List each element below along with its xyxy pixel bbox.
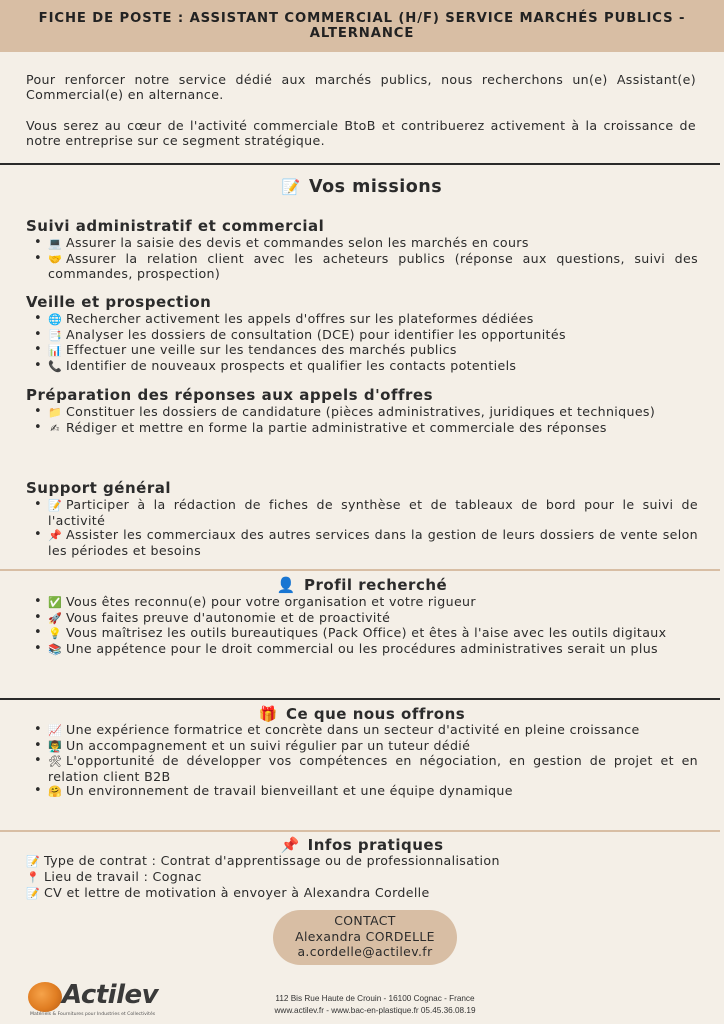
missions-group-title: Préparation des réponses aux appels d'offres — [26, 386, 434, 404]
list-item: • 📝 Participer à la rédaction de fiches de synthèse et de tableaux de bord pour le suivi de l'activité — [34, 498, 698, 528]
list-item: • 🌐 Rechercher activement les appels d'offres sur les plateformes dédiées — [34, 312, 698, 328]
footer-address — [240, 993, 510, 1016]
list-item: • 💡 Vous maîtrisez les outils bureautiques (Pack Office) et êtes à l'aise avec les outils digitaux — [34, 626, 698, 642]
location-pin-icon: 📍 — [26, 871, 41, 885]
intro-paragraph-2: Vous serez au cœur de l'activité commerciale BtoB et contribuerez activement à la croissance de notre entreprise sur ce segment stratégique. — [26, 117, 696, 149]
missions-title: 📝 Vos missions — [281, 177, 443, 197]
profil-title: 👤 Profil recherché — [276, 576, 448, 594]
list-item: • 👨‍🏫 Un accompagnement et un suivi régulier par un tuteur dédié — [34, 739, 698, 755]
chart-up-icon: 📈 — [48, 724, 63, 737]
rocket-icon: 🚀 — [48, 611, 63, 625]
company-logo — [28, 980, 178, 1020]
info-item: 📝 CV et lettre de motivation à envoyer à Alexandra Cordelle — [26, 885, 430, 901]
check-icon: ✅ — [48, 596, 63, 609]
footer-line1: 112 Bis Rue Haute de Crouin - 16100 Cognac - France — [275, 994, 475, 1003]
document-icon: 📑 — [48, 328, 63, 342]
memo-icon: 📝 — [48, 499, 63, 512]
user-icon: 👤 — [276, 576, 296, 594]
memo-icon: 📝 — [26, 855, 41, 868]
lightbulb-icon: 💡 — [48, 627, 63, 641]
list-item: • 📈 Une expérience formatrice et concrète dans un secteur d'activité en pleine croissance — [34, 723, 698, 739]
missions-group-list — [34, 405, 698, 436]
handshake-icon: 🤝 — [48, 252, 63, 266]
list-item: • 💻 Assurer la saisie des devis et commandes selon les marchés en cours — [34, 236, 698, 252]
pushpin-icon: 📌 — [48, 529, 63, 543]
infos-title: 📌 Infos pratiques — [280, 836, 444, 854]
list-item: • ✅ Vous êtes reconnu(e) pour votre organisation et votre rigueur — [34, 595, 698, 611]
list-item: • 🤝 Assurer la relation client avec les acheteurs publics (réponse aux questions, suivi des commandes, prospection) — [34, 252, 698, 282]
memo-icon: 📝 — [281, 178, 302, 196]
offre-title: 🎁 Ce que nous offrons — [258, 705, 466, 723]
phone-icon: 📞 — [48, 359, 63, 373]
logo-wordmark: Actilev — [62, 980, 159, 1010]
footer-line2[interactable]: www.actilev.fr - www.bac-en-plastique.fr 05.45.36.08.19 — [274, 1005, 476, 1015]
laptop-icon: 💻 — [48, 237, 63, 250]
list-item: • 📚 Une appétence pour le droit commercial ou les procédures administratives serait un plus — [34, 642, 698, 658]
contact-name: Alexandra CORDELLE — [295, 928, 435, 944]
books-icon: 📚 — [48, 642, 63, 656]
missions-group-list — [34, 312, 698, 374]
tools-icon: 🛠 — [48, 755, 63, 769]
intro-paragraph-1: Pour renforcer notre service dédié aux marchés publics, nous recherchons un(e) Assistant(e) Commercial(e) en alternance. — [26, 72, 696, 103]
missions-group-list — [34, 498, 698, 558]
list-item: • ✍ Rédiger et mettre en forme la partie administrative et commerciale des réponses — [34, 421, 698, 437]
infos-list — [26, 853, 686, 902]
list-item: • 🛠 L'opportunité de développer vos compétences en négociation, en gestion de projet et en relation client B2B — [34, 754, 698, 784]
divider — [0, 698, 720, 700]
divider — [0, 569, 720, 571]
globe-icon: 🌐 — [48, 313, 63, 326]
list-item: • 📊 Effectuer une veille sur les tendances des marchés publics — [34, 343, 698, 359]
info-item: 📍 Lieu de travail : Cognac — [26, 869, 202, 885]
divider — [0, 163, 720, 165]
page-header — [0, 0, 724, 52]
list-item: • 🚀 Vous faites preuve d'autonomie et de proactivité — [34, 611, 698, 627]
profil-list — [34, 595, 698, 657]
missions-group-title: Veille et prospection — [26, 293, 212, 311]
contact-label: CONTACT — [334, 913, 396, 928]
intro-section — [26, 72, 696, 149]
logo-circle-icon — [28, 982, 62, 1012]
missions-group-list — [34, 236, 698, 282]
info-item: 📝 Type de contrat : Contrat d'apprentissage ou de professionnalisation — [26, 853, 500, 868]
folder-icon: 📁 — [48, 406, 63, 419]
teacher-icon: 👨‍🏫 — [48, 739, 63, 753]
gift-icon: 🎁 — [258, 705, 278, 723]
list-item: • 📑 Analyser les dossiers de consultation (DCE) pour identifier les opportunités — [34, 328, 698, 344]
writing-hand-icon: ✍ — [50, 421, 60, 435]
list-item: • 📌 Assister les commerciaux des autres services dans la gestion de leurs dossiers de vente selon les périodes et besoins — [34, 528, 698, 558]
header-title-line1: FICHE DE POSTE : ASSISTANT COMMERCIAL (H/F) SERVICE MARCHÉS PUBLICS - — [38, 11, 686, 26]
pushpin-icon: 📌 — [280, 836, 300, 854]
contact-box — [273, 910, 457, 965]
list-item: • 📁 Constituer les dossiers de candidature (pièces administratives, juridiques et techniques) — [34, 405, 698, 421]
missions-group-title: Support général — [26, 479, 171, 497]
list-item: • 📞 Identifier de nouveaux prospects et qualifier les contacts potentiels — [34, 359, 698, 375]
bar-chart-icon: 📊 — [48, 344, 63, 358]
memo-icon: 📝 — [26, 887, 41, 901]
offre-list — [34, 723, 698, 800]
list-item: • 🤗 Un environnement de travail bienveillant et une équipe dynamique — [34, 784, 698, 800]
header-title-line2: ALTERNANCE — [309, 26, 415, 41]
contact-email[interactable]: a.cordelle@actilev.fr — [297, 944, 433, 959]
missions-group-title: Suivi administratif et commercial — [26, 217, 325, 235]
logo-tagline: Matériels & Fournitures pour Industries et Collectivités — [30, 1012, 156, 1017]
hug-icon: 🤗 — [48, 785, 63, 799]
divider — [0, 830, 720, 832]
